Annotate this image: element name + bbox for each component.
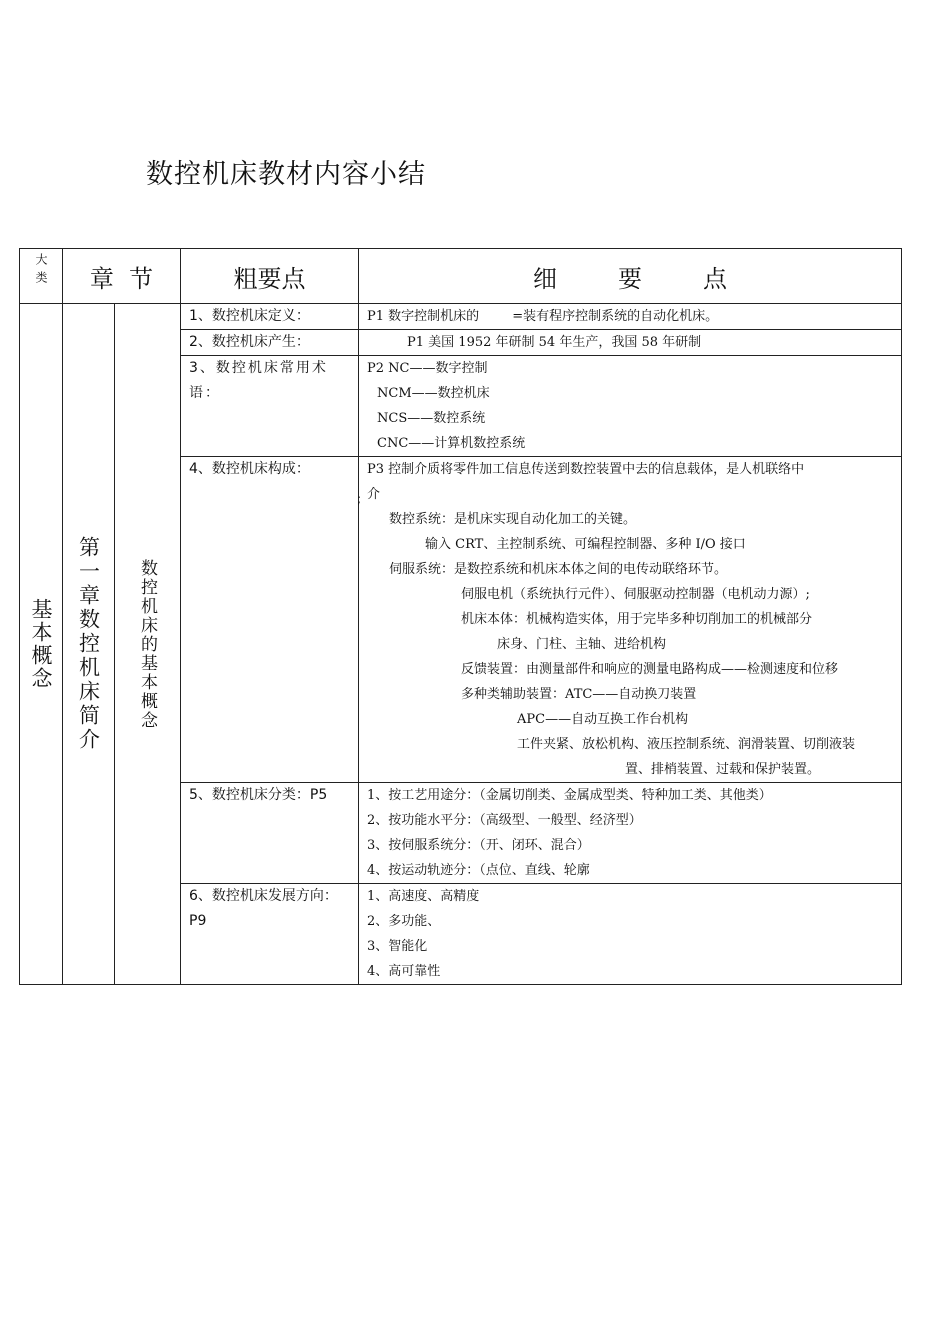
detail-line: 1、高速度、高精度 (367, 889, 480, 904)
detail-cell (359, 330, 902, 356)
detail-line: 数控系统：是机床实现自动化加工的关键。 (389, 512, 637, 527)
detail-line: P1 美国 1952 年研制 54 年生产，我国 58 年研制 (407, 335, 702, 350)
summary-table (19, 248, 902, 985)
detail-line: NCM——数控机床 (377, 386, 490, 401)
point-cell: 4、数控机床构成： ; (181, 457, 359, 783)
category-cell (20, 304, 63, 985)
chapter-cell (63, 304, 115, 985)
detail-line: 3、智能化 (367, 939, 428, 954)
detail-line: 1、按工艺用途分：（金属切削类、金属成型类、特种加工类、其他类） (367, 788, 772, 803)
detail-line: 2、多功能、 (367, 914, 441, 929)
header-category: 大类 (20, 249, 63, 304)
detail-line: P3 控制介质将零件加工信息传送到数控装置中去的信息载体，是人机联络中 (367, 462, 805, 477)
header-main-points: 粗要点 (181, 249, 359, 304)
detail-line: P1 数字控制机床的 =装有程序控制系统的自动化机床。 (367, 309, 719, 324)
point-cell: 5、数控机床分类：P5 (181, 783, 359, 884)
category-label: 基本概念 (29, 598, 53, 690)
detail-line: 床身、门柱、主轴、进给机构 (497, 637, 667, 652)
header-row (20, 249, 902, 304)
detail-cell (359, 304, 902, 330)
point-cell: 3、数控机床常用术语： (181, 356, 359, 457)
section-label: 数控机床的基本概念 (137, 558, 157, 730)
page-title: 数控机床教材内容小结 (146, 159, 426, 190)
detail-line: 机床本体：机械构造实体，用于完毕多种切削加工的机械部分 (461, 612, 813, 627)
point-cell: 2、数控机床产生： (181, 330, 359, 356)
detail-cell (356, 457, 902, 783)
detail-line: 2、按功能水平分：（高级型、一般型、经济型） (367, 813, 642, 828)
table-row (20, 304, 902, 330)
header-chapter: 章 节 (63, 249, 181, 304)
detail-line: 伺服系统：是数控系统和机床本体之间的电传动联络环节。 (389, 562, 728, 577)
detail-line: 多种类辅助装置：ATC——自动换刀装置 (461, 687, 697, 702)
detail-line: 伺服电机（系统执行元件）、伺服驱动控制器（电机动力源）; (461, 587, 810, 602)
detail-cell (359, 783, 902, 884)
detail-line: CNC——计算机数控系统 (377, 436, 526, 451)
stray-semicolon: ; (356, 492, 362, 506)
point-cell: 1、数控机床定义： (181, 304, 359, 330)
detail-cell (359, 884, 902, 985)
point-cell: 6、数控机床发展方向：P9 (181, 884, 359, 985)
detail-line: NCS——数控系统 (377, 411, 486, 426)
detail-line: 反馈装置：由测量部件和响应的测量电路构成——检测速度和位移 (461, 662, 839, 677)
section-cell (115, 304, 181, 985)
detail-line: 置、排梢装置、过载和保护装置。 (625, 762, 821, 777)
detail-line: APC——自动互换工作台机构 (517, 712, 689, 727)
header-detail-points: 细 要 点 (359, 249, 902, 304)
detail-line: 3、按伺服系统分：（开、闭环、混合） (367, 838, 590, 853)
detail-line: 介 (367, 487, 381, 502)
detail-line: 4、高可靠性 (367, 964, 441, 979)
chapter-label: 第一章数控机床简介 (76, 536, 101, 752)
detail-line: 4、按运动轨迹分：（点位、直线、轮廓 (367, 863, 590, 878)
detail-line: 工件夹紧、放松机构、液压控制系统、润滑装置、切削液装 (517, 737, 856, 752)
detail-line: 输入 CRT、主控制系统、可编程控制器、多种 I/O 接口 (425, 537, 746, 552)
detail-line: P2 NC——数字控制 (367, 361, 488, 376)
detail-cell (359, 356, 902, 457)
